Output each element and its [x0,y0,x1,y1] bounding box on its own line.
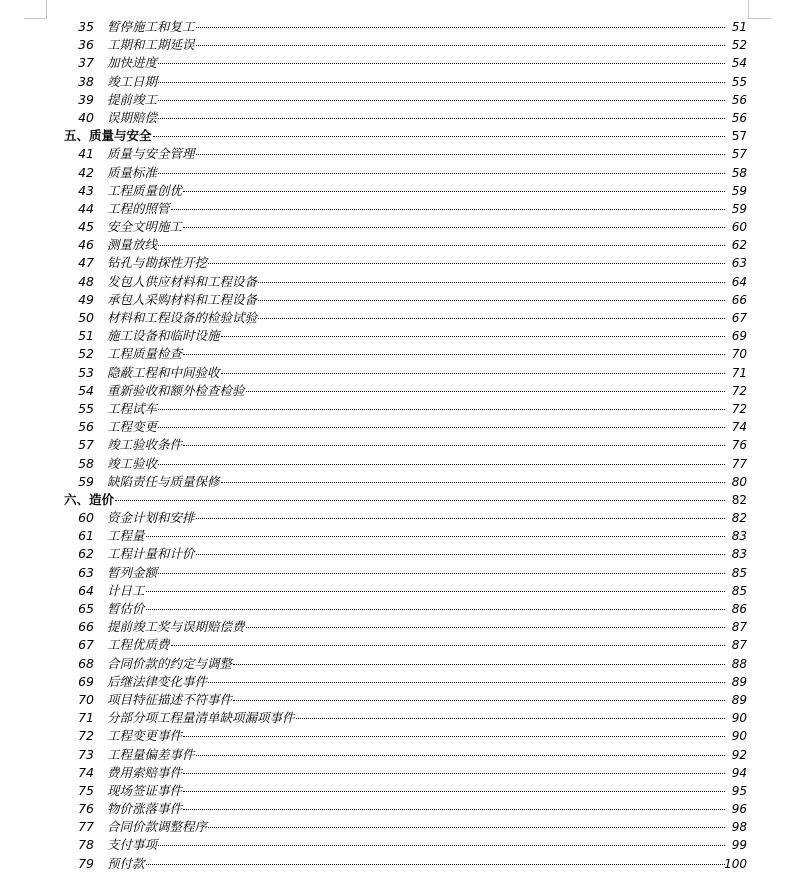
toc-entry-title: 重新验收和额外检查检验 [107,382,245,398]
toc-entry-title-wrap [107,400,726,418]
toc-page-number: 87 [731,620,747,635]
toc-entry-title: 竣工验收条件 [107,437,183,453]
toc-page-number: 99 [731,838,747,853]
toc-dot-leader [158,118,725,119]
toc-page-number: 59 [731,201,747,216]
toc-entry-title-wrap [107,327,726,345]
toc-entry-title-wrap [107,473,726,491]
toc-entry[interactable] [0,800,797,818]
toc-entry-number: 43 [78,182,94,198]
toc-entry[interactable] [0,764,797,782]
toc-entry-title: 工程量偏差事件 [107,746,195,762]
toc-page-number: 70 [731,347,747,362]
toc-entry-title: 物价涨落事件 [107,801,183,817]
toc-entry-number: 39 [78,91,94,107]
toc-entry-title-wrap [107,455,726,473]
toc-entry-title: 加快进度 [107,55,158,71]
toc-entry-title-wrap [107,273,726,291]
toc-entry-title: 承包人采购材料和工程设备 [107,291,258,307]
toc-page-number: 96 [731,802,747,817]
toc-entry-number: 59 [78,473,94,489]
toc-section-title: 六、造价 [64,491,115,507]
toc-entry-title: 资金计划和安排 [107,510,195,526]
toc-dot-leader [196,45,725,46]
toc-page-number: 57 [731,129,747,144]
toc-page-number: 82 [731,492,747,507]
toc-page-number: 89 [731,692,747,707]
toc-entry[interactable] [0,473,797,491]
toc-entry-title: 计日工 [107,582,145,598]
toc-dot-leader [246,627,725,628]
toc-dot-leader [258,300,725,301]
toc-dot-leader [208,827,725,828]
toc-page-number: 100 [724,856,747,871]
toc-dot-leader [208,682,725,683]
toc-entry[interactable] [0,691,797,709]
toc-dot-leader [221,336,725,337]
toc-entry-title: 隐蔽工程和中间验收 [107,364,220,380]
toc-page-number: 83 [731,547,747,562]
toc-dot-leader [183,191,725,192]
toc-entry-title-wrap [107,618,726,636]
toc-entry[interactable] [0,236,797,254]
toc-entry-number: 68 [78,655,94,671]
toc-entry-number: 67 [78,637,94,653]
toc-page-number: 69 [731,329,747,344]
toc-entry-number: 48 [78,273,94,289]
toc-page-number: 80 [731,474,747,489]
toc-entry-number: 47 [78,255,94,271]
toc-entry-title-wrap [107,309,726,327]
toc-entry-title: 项目特征描述不符事件 [107,691,233,707]
toc-dot-leader [158,427,725,428]
toc-entry[interactable] [0,345,797,363]
toc-dot-leader [246,391,725,392]
toc-page-number: 83 [731,529,747,544]
page-corner-mark-left [24,0,47,19]
toc-entry-title-wrap [107,18,726,36]
toc-page-number: 76 [731,438,747,453]
toc-entry-title-wrap [107,855,726,873]
toc-entry-number: 50 [78,310,94,325]
toc-entry-title-wrap [107,582,726,600]
toc-entry-title-wrap [107,182,726,200]
toc-entry[interactable] [0,309,797,327]
toc-entry[interactable] [0,418,797,436]
toc-entry-title-wrap [107,36,726,54]
toc-entry[interactable] [0,746,797,764]
toc-entry-title-wrap [107,291,726,309]
toc-entry-title-wrap [107,800,726,818]
toc-entry-number: 35 [78,19,94,34]
toc-page-number: 87 [731,638,747,653]
toc-entry-title-wrap [107,418,726,436]
toc-entry[interactable] [0,564,797,582]
toc-entry-title: 工程量 [107,528,145,544]
toc-entry-number: 73 [78,746,94,762]
toc-entry-number: 53 [78,364,94,380]
toc-page-number: 56 [731,110,747,125]
toc-entry-title-wrap [107,636,726,654]
toc-dot-leader [146,536,725,537]
toc-dot-leader [183,445,725,446]
toc-page-number: 72 [731,383,747,398]
toc-entry-title-wrap [107,782,726,800]
toc-entry-title: 支付事项 [107,837,158,853]
toc-dot-leader [183,791,725,792]
toc-entry-title-wrap [107,382,726,400]
toc-dot-leader [183,736,725,737]
toc-dot-leader [158,173,725,174]
toc-entry-title-wrap [107,345,726,363]
toc-entry[interactable] [0,855,797,873]
toc-entry-number: 62 [78,546,94,562]
toc-entry-title: 后继法律变化事件 [107,673,208,689]
toc-entry-title: 工程试车 [107,400,158,416]
toc-entry[interactable] [0,18,797,36]
toc-entry-number: 38 [78,73,94,89]
toc-entry-number: 58 [78,455,94,471]
toc-entry-title: 暂停施工和复工 [107,19,195,34]
toc-dot-leader [153,136,725,137]
toc-entry[interactable] [0,164,797,182]
toc-page-number: 67 [731,311,747,325]
toc-entry-title-wrap [107,164,726,182]
toc-page-number: 72 [731,401,747,416]
toc-entry-title: 竣工验收 [107,455,158,471]
toc-page-number: 90 [731,729,747,744]
toc-dot-leader [296,718,725,719]
toc-entry[interactable] [0,200,797,218]
toc-entry[interactable] [0,527,797,545]
toc-entry-number: 64 [78,582,94,598]
toc-entry[interactable] [0,364,797,382]
toc-entry-title-wrap [107,145,726,163]
toc-entry-number: 54 [78,382,94,398]
toc-page-number: 74 [731,420,747,435]
toc-entry-title-wrap [107,691,726,709]
toc-entry[interactable] [0,673,797,691]
toc-page-number: 63 [731,256,747,271]
toc-entry-number: 72 [78,728,94,744]
toc-page-number: 71 [731,365,747,380]
toc-entry-number: 71 [78,710,94,726]
toc-entry-title: 分部分项工程量清单缺项漏项事件 [107,710,295,726]
toc-dot-leader [208,263,725,264]
toc-page-number: 82 [731,511,747,526]
toc-page-number: 55 [731,74,747,89]
toc-entry-title: 质量标准 [107,164,158,180]
toc-entry-title-wrap [107,236,726,254]
toc-dot-leader [183,227,725,228]
toc-page-number: 60 [731,220,747,235]
toc-entry-title: 安全文明施工 [107,219,183,235]
toc-dot-leader [233,700,725,701]
table-of-contents [0,18,797,873]
toc-entry-title: 费用索赔事件 [107,764,183,780]
toc-entry-number: 42 [78,164,94,180]
toc-entry-title-wrap [107,545,726,563]
toc-entry[interactable] [0,582,797,600]
toc-entry[interactable] [0,600,797,618]
toc-entry[interactable] [0,273,797,291]
toc-page-number: 59 [731,183,747,198]
toc-entry-title-wrap [107,673,726,691]
toc-page-number: 57 [731,147,747,162]
toc-entry-number: 40 [78,109,94,125]
toc-dot-leader [221,482,725,483]
toc-entry-title-wrap [64,491,726,509]
toc-entry-number: 79 [78,855,94,871]
toc-entry[interactable] [0,782,797,800]
toc-entry-number: 55 [78,400,94,416]
toc-dot-leader [196,27,725,28]
toc-page-number: 51 [731,20,747,34]
toc-entry-title-wrap [107,600,726,618]
toc-entry[interactable] [0,36,797,54]
toc-entry[interactable] [0,109,797,127]
toc-entry-number: 45 [78,219,94,235]
toc-entry-number: 66 [78,619,94,635]
toc-page-number: 95 [731,783,747,798]
toc-entry-title: 材料和工程设备的检验试验 [107,310,258,325]
toc-entry-title-wrap [107,73,726,91]
toc-entry-title-wrap [107,91,726,109]
toc-entry-number: 78 [78,837,94,853]
toc-entry-title: 施工设备和临时设施 [107,328,220,344]
toc-entry-title: 合同价款调整程序 [107,819,208,835]
toc-entry-title: 工程质量创优 [107,182,183,198]
toc-dot-leader [258,318,725,319]
toc-page-number: 58 [731,165,747,180]
toc-entry-title: 预付款 [107,855,145,871]
toc-dot-leader [158,409,725,410]
toc-dot-leader [196,518,725,519]
toc-entry[interactable] [0,436,797,454]
toc-entry[interactable] [0,327,797,345]
toc-entry-title: 工程变更 [107,419,158,435]
toc-entry[interactable] [0,182,797,200]
toc-entry-title: 工程优质费 [107,637,170,653]
toc-entry-number: 74 [78,764,94,780]
toc-dot-leader [158,845,725,846]
toc-entry-title-wrap [107,709,726,727]
toc-dot-leader [258,282,725,283]
toc-entry[interactable] [0,636,797,654]
toc-page-number: 62 [731,238,747,253]
toc-page-number: 85 [731,565,747,580]
toc-entry-title-wrap [107,655,726,673]
toc-dot-leader [158,82,725,83]
toc-dot-leader [158,245,725,246]
toc-entry-number: 36 [78,37,94,53]
toc-entry-title-wrap [64,127,726,145]
toc-entry-number: 56 [78,419,94,435]
toc-page-number: 52 [731,38,747,53]
toc-dot-leader [221,373,725,374]
toc-entry-number: 69 [78,673,94,689]
toc-entry[interactable] [0,145,797,163]
toc-dot-leader [146,591,725,592]
toc-dot-leader [146,609,725,610]
toc-entry-title-wrap [107,254,726,272]
toc-entry-title: 发包人供应材料和工程设备 [107,273,258,289]
toc-entry-number: 51 [78,328,94,344]
toc-entry-title: 工程质量检查 [107,346,183,362]
toc-page-number: 56 [731,92,747,107]
toc-page-number: 94 [731,765,747,780]
toc-entry[interactable] [0,382,797,400]
toc-entry[interactable] [0,400,797,418]
toc-entry-title: 测量放线 [107,237,158,253]
toc-entry-title: 工期和工期延误 [107,37,195,53]
toc-entry-number: 76 [78,801,94,817]
toc-entry-title-wrap [107,509,726,527]
toc-entry[interactable] [0,618,797,636]
toc-entry[interactable] [0,545,797,563]
toc-entry[interactable] [0,836,797,854]
toc-entry-title: 提前竣工 [107,91,158,107]
toc-entry-title: 缺陷责任与质量保修 [107,473,220,489]
toc-entry-title: 提前竣工奖与误期赔偿费 [107,619,245,635]
toc-entry-title-wrap [107,746,726,764]
toc-entry-number: 46 [78,237,94,253]
toc-entry[interactable] [0,73,797,91]
toc-entry-number: 37 [78,55,94,71]
toc-entry[interactable] [0,254,797,272]
toc-entry[interactable] [0,727,797,745]
toc-entry[interactable] [0,818,797,836]
toc-dot-leader [171,209,725,210]
toc-entry-title: 工程计量和计价 [107,546,195,562]
toc-entry-title-wrap [107,54,726,72]
toc-section-heading[interactable] [0,127,797,145]
toc-entry[interactable] [0,218,797,236]
toc-entry-title: 质量与安全管理 [107,146,195,162]
toc-entry[interactable] [0,655,797,673]
toc-entry-title-wrap [107,218,726,236]
toc-dot-leader [115,500,725,501]
toc-dot-leader [146,864,725,865]
toc-entry-number: 60 [78,510,94,526]
toc-dot-leader [196,154,725,155]
toc-entry-number: 77 [78,819,94,835]
toc-page-number: 98 [731,820,747,835]
toc-dot-leader [158,100,725,101]
toc-entry-number: 44 [78,200,94,216]
toc-entry-number: 65 [78,601,94,616]
toc-entry-number: 70 [78,691,94,707]
toc-entry[interactable] [0,455,797,473]
toc-entry-title-wrap [107,364,726,382]
toc-dot-leader [183,773,725,774]
toc-entry-number: 41 [78,146,94,162]
toc-page-number: 89 [731,674,747,689]
toc-dot-leader [233,664,725,665]
toc-page-number: 92 [731,747,747,762]
toc-entry-title: 现场签证事件 [107,782,183,798]
page-corner-mark-right [748,0,771,19]
toc-dot-leader [158,573,725,574]
toc-entry-number: 61 [78,528,94,544]
toc-page-number: 86 [731,602,747,616]
toc-entry-title: 工程变更事件 [107,728,183,744]
toc-entry[interactable] [0,709,797,727]
toc-entry-title: 暂列金额 [107,564,158,580]
toc-entry-title-wrap [107,836,726,854]
toc-section-title: 五、质量与安全 [64,128,152,144]
toc-section-heading[interactable] [0,491,797,509]
toc-entry-number: 75 [78,782,94,798]
toc-entry-title-wrap [107,436,726,454]
toc-entry-title-wrap [107,527,726,545]
toc-entry-number: 57 [78,437,94,453]
toc-page-number: 64 [731,274,747,289]
toc-entry-title-wrap [107,818,726,836]
toc-page-number: 77 [731,456,747,471]
toc-page-number: 88 [731,656,747,671]
toc-dot-leader [196,755,725,756]
toc-dot-leader [158,63,725,64]
toc-entry-title: 误期赔偿 [107,109,158,125]
toc-page-number: 54 [731,56,747,71]
toc-dot-leader [158,464,725,465]
toc-dot-leader [183,809,725,810]
toc-entry-title-wrap [107,109,726,127]
toc-entry-title-wrap [107,727,726,745]
toc-entry-title: 钻孔与勘探性开挖 [107,255,208,271]
toc-entry[interactable] [0,54,797,72]
toc-entry-number: 52 [78,346,94,362]
toc-entry[interactable] [0,509,797,527]
toc-entry-title-wrap [107,200,726,218]
toc-page-number: 66 [731,292,747,307]
toc-dot-leader [183,354,725,355]
toc-dot-leader [171,645,725,646]
toc-dot-leader [196,554,725,555]
toc-entry-title-wrap [107,764,726,782]
toc-entry-title: 暂估价 [107,601,145,616]
toc-entry-title: 竣工日期 [107,73,158,89]
toc-entry-title: 工程的照管 [107,200,170,216]
toc-entry-number: 63 [78,564,94,580]
toc-entry-number: 49 [78,291,94,307]
toc-entry-title-wrap [107,564,726,582]
toc-page-number: 85 [731,583,747,598]
toc-entry[interactable] [0,291,797,309]
toc-page-number: 90 [731,711,747,726]
toc-entry[interactable] [0,91,797,109]
toc-entry-title: 合同价款的约定与调整 [107,655,233,671]
